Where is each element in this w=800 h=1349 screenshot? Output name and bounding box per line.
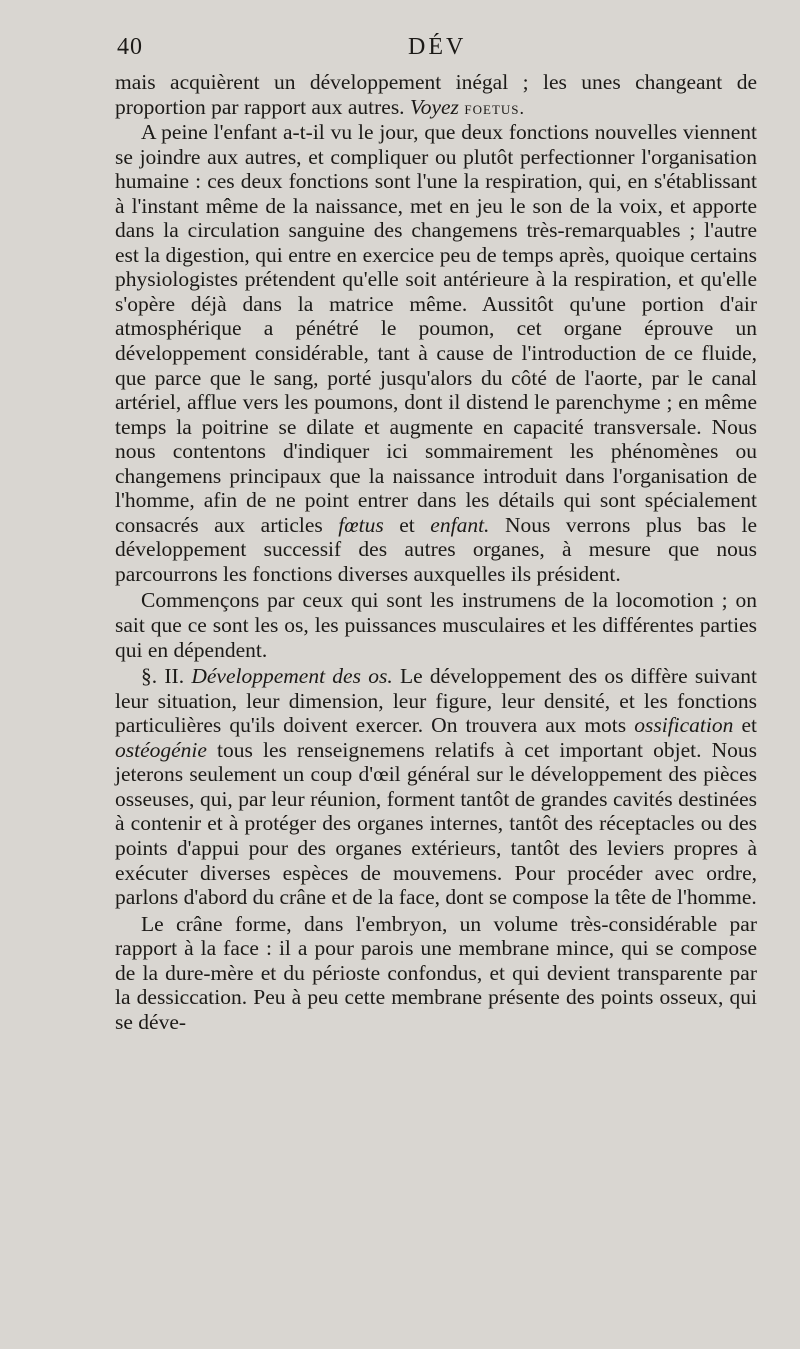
paragraph-3 <box>115 588 757 662</box>
section-marker: §. II. <box>141 664 192 689</box>
page-header <box>117 34 757 66</box>
text-run: Le développement des os diffère suivant leur situation, leur dimension, leur figure, leur densité, et les fonctions particulières qu'ils doivent exercer. On trouvera aux mots <box>115 664 757 738</box>
paragraph-1 <box>115 70 757 120</box>
text-run-italic: ossification <box>634 713 734 738</box>
body-text <box>115 70 757 1034</box>
running-head: DÉV <box>408 34 467 60</box>
paragraph-5 <box>115 912 757 1035</box>
text-run-smallcaps: foetus. <box>458 97 526 118</box>
text-run-italic: ostéogénie <box>115 737 207 762</box>
paragraph-2 <box>115 120 757 586</box>
text-run-italic: enfant. <box>430 512 490 537</box>
text-run-italic: fœtus <box>338 512 384 537</box>
page-number: 40 <box>117 34 143 60</box>
paragraph-4 <box>115 664 757 909</box>
text-run-italic: Voyez <box>409 94 459 119</box>
text-run: et <box>733 713 757 738</box>
section-title: Développement des os. <box>191 664 393 689</box>
text-run: Nous verrons plus bas le développement successif des autres organes, à mesure que nous parcourrons les fonctions diverses auxquelles ils président. <box>115 512 757 586</box>
text-run: A peine l'enfant a-t-il vu le jour, que deux fonctions nouvelles viennent se joindre aux autres, et compliquer ou plutôt perfectionner l'organisation humaine : ces deux fonctions sont l'une la respiration, qui, en s'établissant à l'instant même de la naissance, met en jeu le son de la voix, et apporte dans la circulation sanguine des changemens très-remarquables ; l'autre est la digestion, qui entre en exercice peu de temps après, quoique certains physiologistes prétendent qu'elle soit antérieure à la respiration, et qu'elle s'opère déjà dans la matrice même. Aussitôt qu'une portion d'air atmosphérique a pénétré le poumon, cet organe éprouve un développement considérable, tant à cause de l'introduction de ce fluide, que parce que le sang, porté jusqu'alors du côté de l'aorte, par le canal artériel, afflue vers les poumons, dont il distend le parenchyme ; en même temps la poitrine se dilate et augmente en capacité transversale. Nous nous contentons d'indiquer ici sommairement les phénomènes ou changemens principaux que la naissance introduit dans l'organisation de l'homme, afin de ne point entrer dans les détails qui sont spécialement consacrés aux articles <box>115 120 757 537</box>
text-run: et <box>383 512 431 537</box>
text-run: Le crâne forme, dans l'embryon, un volume très-considérable par rapport à la face : il a pour parois une membrane mince, qui se compose de la dure-mère et du périoste confondus, et qui devient transparente par la dessiccation. Peu à peu cette membrane présente des points osseux, qui se déve- <box>115 911 757 1034</box>
text-run: tous les renseignemens relatifs à cet important objet. Nous jeterons seulement un coup d'œil général sur le développement des pièces osseuses, qui, par leur réunion, forment tantôt de grandes cavités destinées à contenir et à protéger des organes internes, tantôt des réceptacles ou des points d'appui pour des organes extérieurs, tantôt des leviers propres à exécuter diverses espèces de mouvemens. Pour procéder avec ordre, parlons d'abord du crâne et de la face, dont se compose la tête de l'homme. <box>115 737 757 910</box>
text-run: Commençons par ceux qui sont les instrumens de la locomotion ; on sait que ce sont les os, les puissances musculaires et les différentes parties qui en dépendent. <box>115 588 757 662</box>
text-run: mais acquièrent un développement inégal ; les unes changeant de proportion par rapport aux autres. <box>115 70 757 119</box>
